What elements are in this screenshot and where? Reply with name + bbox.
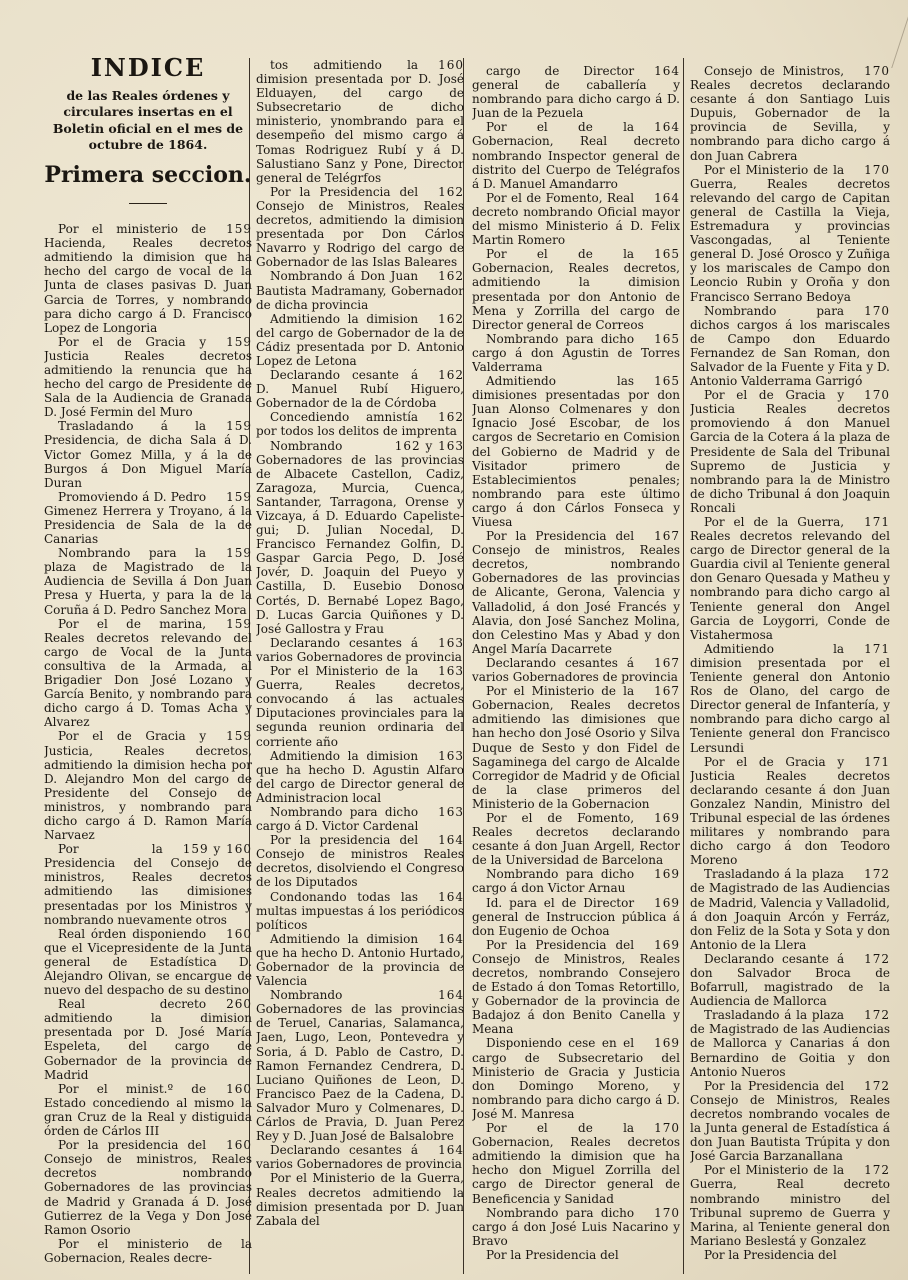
entry-text: Concediendo amnistía por todos los delitos de imprenta: [256, 410, 457, 439]
entry-text: Por el Ministerio de la Gobernacion, Reales decretos admitiendo las dimisiones que han hecho don José Osorio y Silva Duque de Sesto y don Fidel de Sagaminega del cargo de Alcalde Corregidor de Madrid y de Oficial de la clase primeros del Ministerio de la Gobernacion: [472, 684, 680, 811]
entry-text: Por el Ministerio de la Guerra, Reales decretos, convocando á las actuales Diputaciones provinciales para la segunda reunion ordinaria del corriente año: [256, 664, 464, 749]
index-entry: [472, 1248, 680, 1262]
index-entry: [472, 656, 680, 684]
entry-text: Por el Ministerio de la Guerra, Real decreto nombrando ministro del Tribunal supremo de Guerra y Marina, al Teniente general don Mariano Beslestá y Gonzalez: [690, 1163, 890, 1248]
entry-page-number: 163: [438, 804, 464, 819]
entry-page-number: 163: [438, 748, 464, 763]
index-entry: [44, 617, 252, 730]
index-entry: [690, 642, 890, 755]
entry-text: Por el Ministerio de la Guerra, Reales decretos relevando del cargo de Capitan general de Castilla la Vieja, Estremadura y provincias Vascongadas, al Teniente general D. José Orosco y Zuñiga y los mariscales de Campo don Leoncio Rubin y Oroña y don Francisco Serrano Bedoya: [690, 162, 890, 304]
entry-text: Por la Presidencia del Consejo de Ministros, Reales decretos, admitiendo la dimision presentada por Don Cárlos Navarro y Rodrigo del cargo de Gobernador de las Islas Baleares: [256, 184, 464, 270]
entry-text: Nombrando para la plaza de Magistrado de la Audiencia de Sevilla á Don Juan Presa y Huerta, y para la de la Coruña á D. Pedro Sanchez Mora: [44, 546, 252, 617]
index-entry: [256, 58, 464, 185]
index-entry: [472, 1206, 680, 1248]
index-entry: [256, 1143, 464, 1171]
index-entry: [472, 896, 680, 938]
index-entry: [44, 419, 252, 489]
index-entry: [256, 890, 464, 932]
index-entry: [44, 927, 252, 997]
entry-page-number: 163: [438, 664, 464, 679]
index-entry: [44, 1082, 252, 1138]
entry-text: Nombrando á Don Juan Bautista Madramany, Gobernador de dicha provincia: [256, 269, 464, 312]
index-entry: [472, 332, 680, 374]
index-entry: [256, 749, 464, 805]
entry-page-number: 170: [864, 64, 890, 78]
entry-page-number: 172: [864, 867, 890, 882]
index-entry: [256, 932, 464, 988]
entry-text: Por el de la Gobernacion, Reales decretos, admitiendo la dimision presentada por don Antonio de Mena y Zorrilla del cargo de Director general de Correos: [472, 247, 680, 332]
index-subtitle: de las Reales órdenes y circulares insertas en el Boletin oficial en el mes de octubre de 1864.: [52, 88, 244, 152]
index-entry: [690, 952, 890, 1008]
entry-list: [690, 64, 890, 1262]
index-entry: [690, 867, 890, 952]
entry-text: Nombrando para dicho cargo á don Agustin de Torres Valderrama: [472, 331, 680, 374]
index-entry: [690, 64, 890, 163]
index-entry: [690, 1248, 890, 1262]
entry-text: Por el de Fomento, Reales decretos declarando cesante á don Juan Argell, Rector de la Universidad de Barcelona: [472, 810, 680, 868]
index-entry: [256, 664, 464, 749]
index-entry: [256, 805, 464, 833]
entry-text: Por el de Gracia y Justicia Reales decretos promoviendo á don Manuel Garcia de la Cotera á la plaza de Presidente de Sala del Tribunal Supremo de Justicia y nombrando para la de Ministro de dicho Tribunal á don Joaquin Roncali: [690, 388, 890, 515]
entry-page-number: 170: [864, 162, 890, 177]
entry-page-number: 260: [226, 997, 252, 1012]
entry-page-number: 170: [864, 303, 890, 318]
index-entry: [472, 811, 680, 867]
entry-page-number: 164: [654, 190, 680, 205]
entry-page-number: 172: [864, 1008, 890, 1023]
entry-text: Admitiendo las dimisiones presentadas por don Juan Alonso Colmenares y don Ignacio José Escobar, de los cargos de Secretario en Comision del Gobierno de Madrid y de Visitador primero de Establecimientos penales; nombrando para este último cargo á don Cárlos Fonseca y Viuesa: [472, 374, 680, 529]
index-entry: [472, 1036, 680, 1121]
entry-text: Declarando cesante á don Salvador Broca de Bofarrull, magistrado de la Audiencia de Mallorca: [690, 951, 890, 1009]
entry-page-number: 159: [226, 546, 252, 561]
entry-page-number: 159: [226, 729, 252, 744]
entry-text: Por el de la Gobernacion, Real decreto nombrando Inspector general de distrito del Cuerpo de Telégrafos á D. Manuel Amandarro: [472, 120, 680, 191]
index-entry: [690, 1163, 890, 1248]
index-entry: [472, 191, 680, 247]
section-heading: Primera seccion.: [44, 162, 252, 189]
index-entry: [44, 842, 252, 927]
entry-page-number: 162: [438, 269, 464, 284]
index-entry: [690, 1008, 890, 1078]
index-entry: [472, 374, 680, 529]
entry-text: Por la Presidencia del Consejo de Ministros, Reales decretos, nombrando Consejero de Estado á don Tomas Retortillo, y Gobernador de la provincia de Badajoz á don Benito Canella y Meana: [472, 937, 680, 1037]
entry-text: Promoviendo á D. Pedro Gimenez Herrera y Troyano, á la Presidencia de Sala de la de Canarias: [44, 489, 252, 547]
column-1: [44, 52, 252, 1265]
entry-text: Nombrando Gobernadores de las provincias de Teruel, Canarias, Salamanca, Jaen, Lugo, Leon, Pontevedra y Soria, á D. Pablo de Castro, D. Ramon Fernandez Cendrera, D. Luciano Quiñones de Leon, D. Francisco Paez de la Cadena, D. Salvador Muro y Colmenares, D. Cárlos de Pravia, D. Juan Perez Rey y D. Juan José de Balsalobre: [256, 988, 464, 1144]
entry-text: Trasladando á la plaza de Magistrado de las Audiencias de Mallorca y Canarias á don Bernardino de Goitia y don Antonio Nueros: [690, 1008, 890, 1079]
column-4: [690, 64, 890, 1262]
index-entry: [256, 269, 464, 311]
entry-page-number: 159: [226, 616, 252, 631]
entry-page-number: 172: [864, 951, 890, 966]
page-corner-mark: [871, 8, 908, 68]
index-entry: [44, 729, 252, 842]
entry-page-number: 159: [226, 222, 252, 237]
entry-list: [44, 222, 252, 1265]
entry-page-number: 159: [226, 419, 252, 434]
entry-page-number: 172: [864, 1078, 890, 1093]
index-entry: [44, 222, 252, 335]
index-entry: [256, 988, 464, 1143]
entry-page-number: 171: [864, 641, 890, 656]
column-2: [256, 58, 464, 1228]
index-entry: [44, 997, 252, 1082]
entry-page-number: 164: [438, 889, 464, 904]
entry-text: Nombrando para dichos cargos á los mariscales de Campo don Eduardo Fernandez de San Roman, don Salvador de la Fuente y Fita y D. Antonio Valderrama Garrigó: [690, 303, 890, 389]
entry-text: Por el de Gracia y Justicia Reales decretos admitiendo la renuncia que ha hecho del cargo de Presidente de Sala de la Audiencia de Granada D. José Fermin del Muro: [44, 334, 252, 420]
entry-page-number: 171: [864, 515, 890, 529]
index-entry: [256, 410, 464, 438]
entry-text: Por el Ministerio de la Guerra, Reales decretos admitiendo la dimision presentada por D. Juan Zabala del: [256, 1171, 464, 1228]
index-entry: [44, 490, 252, 546]
entry-text: Por la Presidencia del Consejo de Ministros, Reales decretos nombrando vocales de la Junta general de Estadística á don Juan Bautista Trúpita y don José Garcia Barzanallana: [690, 1078, 890, 1164]
entry-page-number: 169: [654, 867, 680, 882]
entry-text: Por la Presidencia del Consejo de ministros, Reales decretos admitiendo las dimisiones presentadas por los Ministros y nombrando nuevamente otros: [44, 842, 252, 927]
entry-text: Por el de la Gobernacion, Reales decretos admitiendo la dimision que ha hecho don Miguel Zorrilla del cargo de Director general de Beneficencia y Sanidad: [472, 1121, 680, 1206]
entry-text: Disponiendo cese en el cargo de Subsecretario del Ministerio de Gracia y Justicia don Domingo Moreno, y nombrando para dicho cargo á D. José M. Manresa: [472, 1036, 680, 1121]
entry-page-number: 159 y 160: [182, 842, 252, 857]
entry-page-number: 171: [864, 754, 890, 769]
entry-text: Por el ministerio de Hacienda, Reales decretos admitiendo la dimision que ha hecho del cargo de vocal de la Junta de clases pasivas D. Juan Garcia de Torres, y nombrando para dicho cargo á D. Francisco Lopez de Longoria: [44, 222, 252, 335]
index-entry: [256, 312, 464, 368]
entry-page-number: 162: [438, 368, 464, 383]
entry-text: Id. para el de Director general de Instruccion pública á don Eugenio de Ochoa: [472, 895, 680, 938]
entry-text: Admitiendo la dimision presentada por el Teniente general don Antonio Ros de Olano, del cargo de Director general de Infantería, y nombrando para dicho cargo al Teniente general don Francisco Lersundi: [690, 641, 890, 755]
separator-rule: [129, 203, 167, 204]
entry-text: Real órden disponiendo que el Vicepresidente de la Junta general de Estadística D. Alejandro Olivan, se encargue de nuevo del despacho de su destino: [44, 926, 252, 998]
entry-text: Por la Presidencia del Consejo de ministros, Reales decretos, nombrando Gobernadores de las provincias de Alicante, Gerona, Valencia y Valladolid, á don José Francés y Alavia, don José Sanchez Molina, don Celestino Mas y Abad y don Angel María Dacarrete: [472, 529, 680, 656]
entry-page-number: 165: [654, 247, 680, 262]
entry-text: Por la presidencia del Consejo de ministros, Reales decretos nombrando Gobernadores de las provincias de Madrid y Granada á D. José Gutierrez de la Vega y Don José Ramon Osorio: [44, 1138, 252, 1237]
entry-text: Consejo de Ministros, Reales decretos declarando cesante á don Santiago Luis Dupuis, Gobernador de la provincia de Sevilla, y nombrando para dicho cargo á don Juan Cabrera: [690, 64, 890, 163]
index-entry: [472, 938, 680, 1037]
entry-page-number: 169: [654, 1036, 680, 1051]
entry-text: Por el de la Guerra, Reales decretos relevando del cargo de Director general de la Guardia civil al Teniente general don Genaro Quesada y Matheu y nombrando para dicho cargo al Teniente general don Angel Garcia de Loygorri, Conde de Vistahermosa: [690, 515, 890, 642]
entry-text: Declarando cesante á D. Manuel Rubí Higuero, Gobernador de la de Córdoba: [256, 368, 464, 411]
entry-page-number: 169: [654, 937, 680, 952]
entry-page-number: 169: [654, 810, 680, 825]
entry-page-number: 167: [654, 655, 680, 670]
index-entry: [472, 120, 680, 190]
index-entry: [690, 515, 890, 642]
entry-text: Condonando todas las multas impuestas á los periódicos políticos: [256, 889, 464, 932]
entry-page-number: 162: [438, 311, 464, 326]
entry-text: Admitiendo la dimision que ha hecho D. Agustin Alfaro del cargo de Director general de Administracion local: [256, 748, 464, 805]
entry-text: Por el ministerio de la Gobernacion, Reales decre-: [44, 1236, 252, 1265]
entry-text: Por el minist.º de Estado concediendo al mismo la gran Cruz de la Real y distiguida órden de Cárlos III: [44, 1081, 252, 1139]
entry-page-number: 160: [438, 58, 464, 72]
index-entry: [472, 64, 680, 120]
entry-page-number: 163: [438, 635, 464, 650]
index-entry: [472, 529, 680, 656]
entry-list: [256, 58, 464, 1228]
entry-page-number: 164: [438, 833, 464, 848]
index-entry: [472, 247, 680, 332]
entry-text: Trasladando á la plaza de Magistrado de las Audiencias de Madrid, Valencia y Valladolid, á don Joaquin Arcón y Ferráz, don Feliz de la Sota y Sota y don Antonio de la Llera: [690, 867, 890, 952]
entry-text: Nombrando para dicho cargo á don José Luis Nacarino y Bravo: [472, 1205, 680, 1248]
entry-text: tos admitiendo la dimision presentada por D. José Elduayen, del cargo de Subsecretario de dicho ministerio, ynombrando para el desempeño del mismo cargo á Tomas Rodriguez Rubí y á D. Salustiano Sanz y Pone, Director general de Telégrfos: [256, 58, 464, 185]
entry-text: Admitiendo la dimision del cargo de Gobernador de la de Cádiz presentada por D. Antonio Lopez de Letona: [256, 311, 464, 368]
index-entry: [472, 1121, 680, 1206]
entry-page-number: 164: [654, 64, 680, 78]
entry-page-number: 164: [654, 120, 680, 135]
entry-text: Por la presidencia del Consejo de ministros Reales decretos, disolviendo el Congreso de los Diputados: [256, 833, 464, 890]
entry-text: Por el de marina, Reales decretos relevando del cargo de Vocal de la Junta consultiva de la Armada, al Brigadier Don José Lozano y García Benito, y nombrando para dicho cargo á D. Tomas Acha y Alvarez: [44, 616, 252, 730]
index-entry: [44, 335, 252, 420]
index-entry: [690, 1079, 890, 1164]
index-entry: [44, 1138, 252, 1237]
entry-page-number: 172: [864, 1163, 890, 1178]
entry-text: Declarando cesantes á varios Gobernadores de provincia: [256, 635, 462, 664]
entry-text: Trasladando á la Presidencia, de dicha Sala á D. Victor Gomez Milla, y á la de Burgos á Don Miguel María Duran: [44, 419, 252, 490]
index-title: INDICE: [90, 53, 206, 82]
entry-text: Por la Presidencia del: [486, 1247, 619, 1262]
entry-page-number: 160: [226, 1081, 252, 1096]
entry-page-number: 162: [438, 410, 464, 425]
entry-text: Real decreto admitiendo la dimision presentada por D. José María Espeleta, del cargo de Gobernador de la provincia de Madrid: [44, 997, 252, 1082]
entry-page-number: 170: [654, 1205, 680, 1220]
index-entry: [256, 636, 464, 664]
entry-page-number: 165: [654, 331, 680, 346]
entry-text: Declarando cesantes á varios Gobernadores de provincia: [256, 1143, 462, 1172]
index-entry: [44, 1237, 252, 1265]
column-3: [472, 64, 680, 1262]
column-rule: [683, 58, 684, 1274]
entry-page-number: 167: [654, 684, 680, 699]
index-entry: [256, 1171, 464, 1227]
entry-text: Por el de Fomento, Real decreto nombrando Oficial mayor del mismo Ministerio á D. Felix Martin Romero: [472, 190, 680, 248]
entry-list: [472, 64, 680, 1262]
index-entry: [256, 439, 464, 636]
entry-text: Admitiendo la dimision que ha hecho D. Antonio Hurtado, Gobernador de la provincia de Valencia: [256, 931, 464, 989]
index-entry: [690, 755, 890, 868]
entry-text: Por el de Gracia y Justicia, Reales decretos, admitiendo la dimision hecha por D. Alejandro Mon del cargo de Presidente del Consejo de ministros, y nombrando para dicho cargo á D. Ramon María Narvaez: [44, 729, 252, 843]
index-entry: [690, 388, 890, 515]
entry-text: Nombrando Gobernadores de las provincias de Albacete Castellon, Cadiz, Zaragoza, Murcia, Cuenca, Santander, Tarragona, Orense y Vizcaya, á D. Eduardo Capeliste-gui; D. Julian Nocedal, D. Francisco Fernandez Golfin, D. Gaspar Garcia Pego, D. José Jovér, D. Joaquin del Pueyo y Castilla, D. Eusebio Donoso Cortés, D. Bernabé Lopez Bago, D. Lucas Garcia Quiñones y D. José Gallostra y Frau: [256, 438, 464, 636]
entry-text: Nombrando para dicho cargo á D. Victor Cardenal: [256, 804, 419, 834]
entry-text: Nombrando para dicho cargo á don Victor Arnau: [472, 867, 635, 896]
entry-text: cargo de Director general de caballería y nombrando para dicho cargo á D. Juan de la Pezuela: [472, 64, 680, 121]
entry-text: Declarando cesantes á varios Gobernadores de provincia: [472, 655, 678, 685]
entry-text: Por la Presidencia del: [704, 1247, 837, 1262]
entry-page-number: 160: [226, 1138, 252, 1153]
index-entry: [690, 304, 890, 389]
entry-page-number: 164: [438, 931, 464, 946]
index-entry: [256, 833, 464, 889]
entry-page-number: 169: [654, 895, 680, 910]
entry-page-number: 160: [226, 926, 252, 941]
entry-page-number: 164: [438, 988, 464, 1003]
index-entry: [472, 867, 680, 895]
entry-page-number: 170: [654, 1121, 680, 1136]
entry-page-number: 162 y 163: [394, 438, 464, 453]
entry-page-number: 164: [438, 1143, 464, 1158]
entry-page-number: 167: [654, 529, 680, 544]
entry-page-number: 159: [226, 489, 252, 504]
entry-page-number: 159: [226, 334, 252, 349]
index-entry: [256, 368, 464, 410]
entry-page-number: 165: [654, 374, 680, 389]
index-entry: [690, 163, 890, 304]
entry-text: Por el de Gracia y Justicia Reales decretos declarando cesante á don Juan Gonzalez Nandin, Ministro del Tribunal especial de las órdenes militares y nombrando para dicho cargo á don Teodoro Moreno: [690, 754, 890, 868]
entry-page-number: 162: [438, 184, 464, 199]
index-entry: [44, 546, 252, 616]
index-entry: [472, 684, 680, 811]
entry-page-number: 170: [864, 388, 890, 403]
index-entry: [256, 185, 464, 270]
